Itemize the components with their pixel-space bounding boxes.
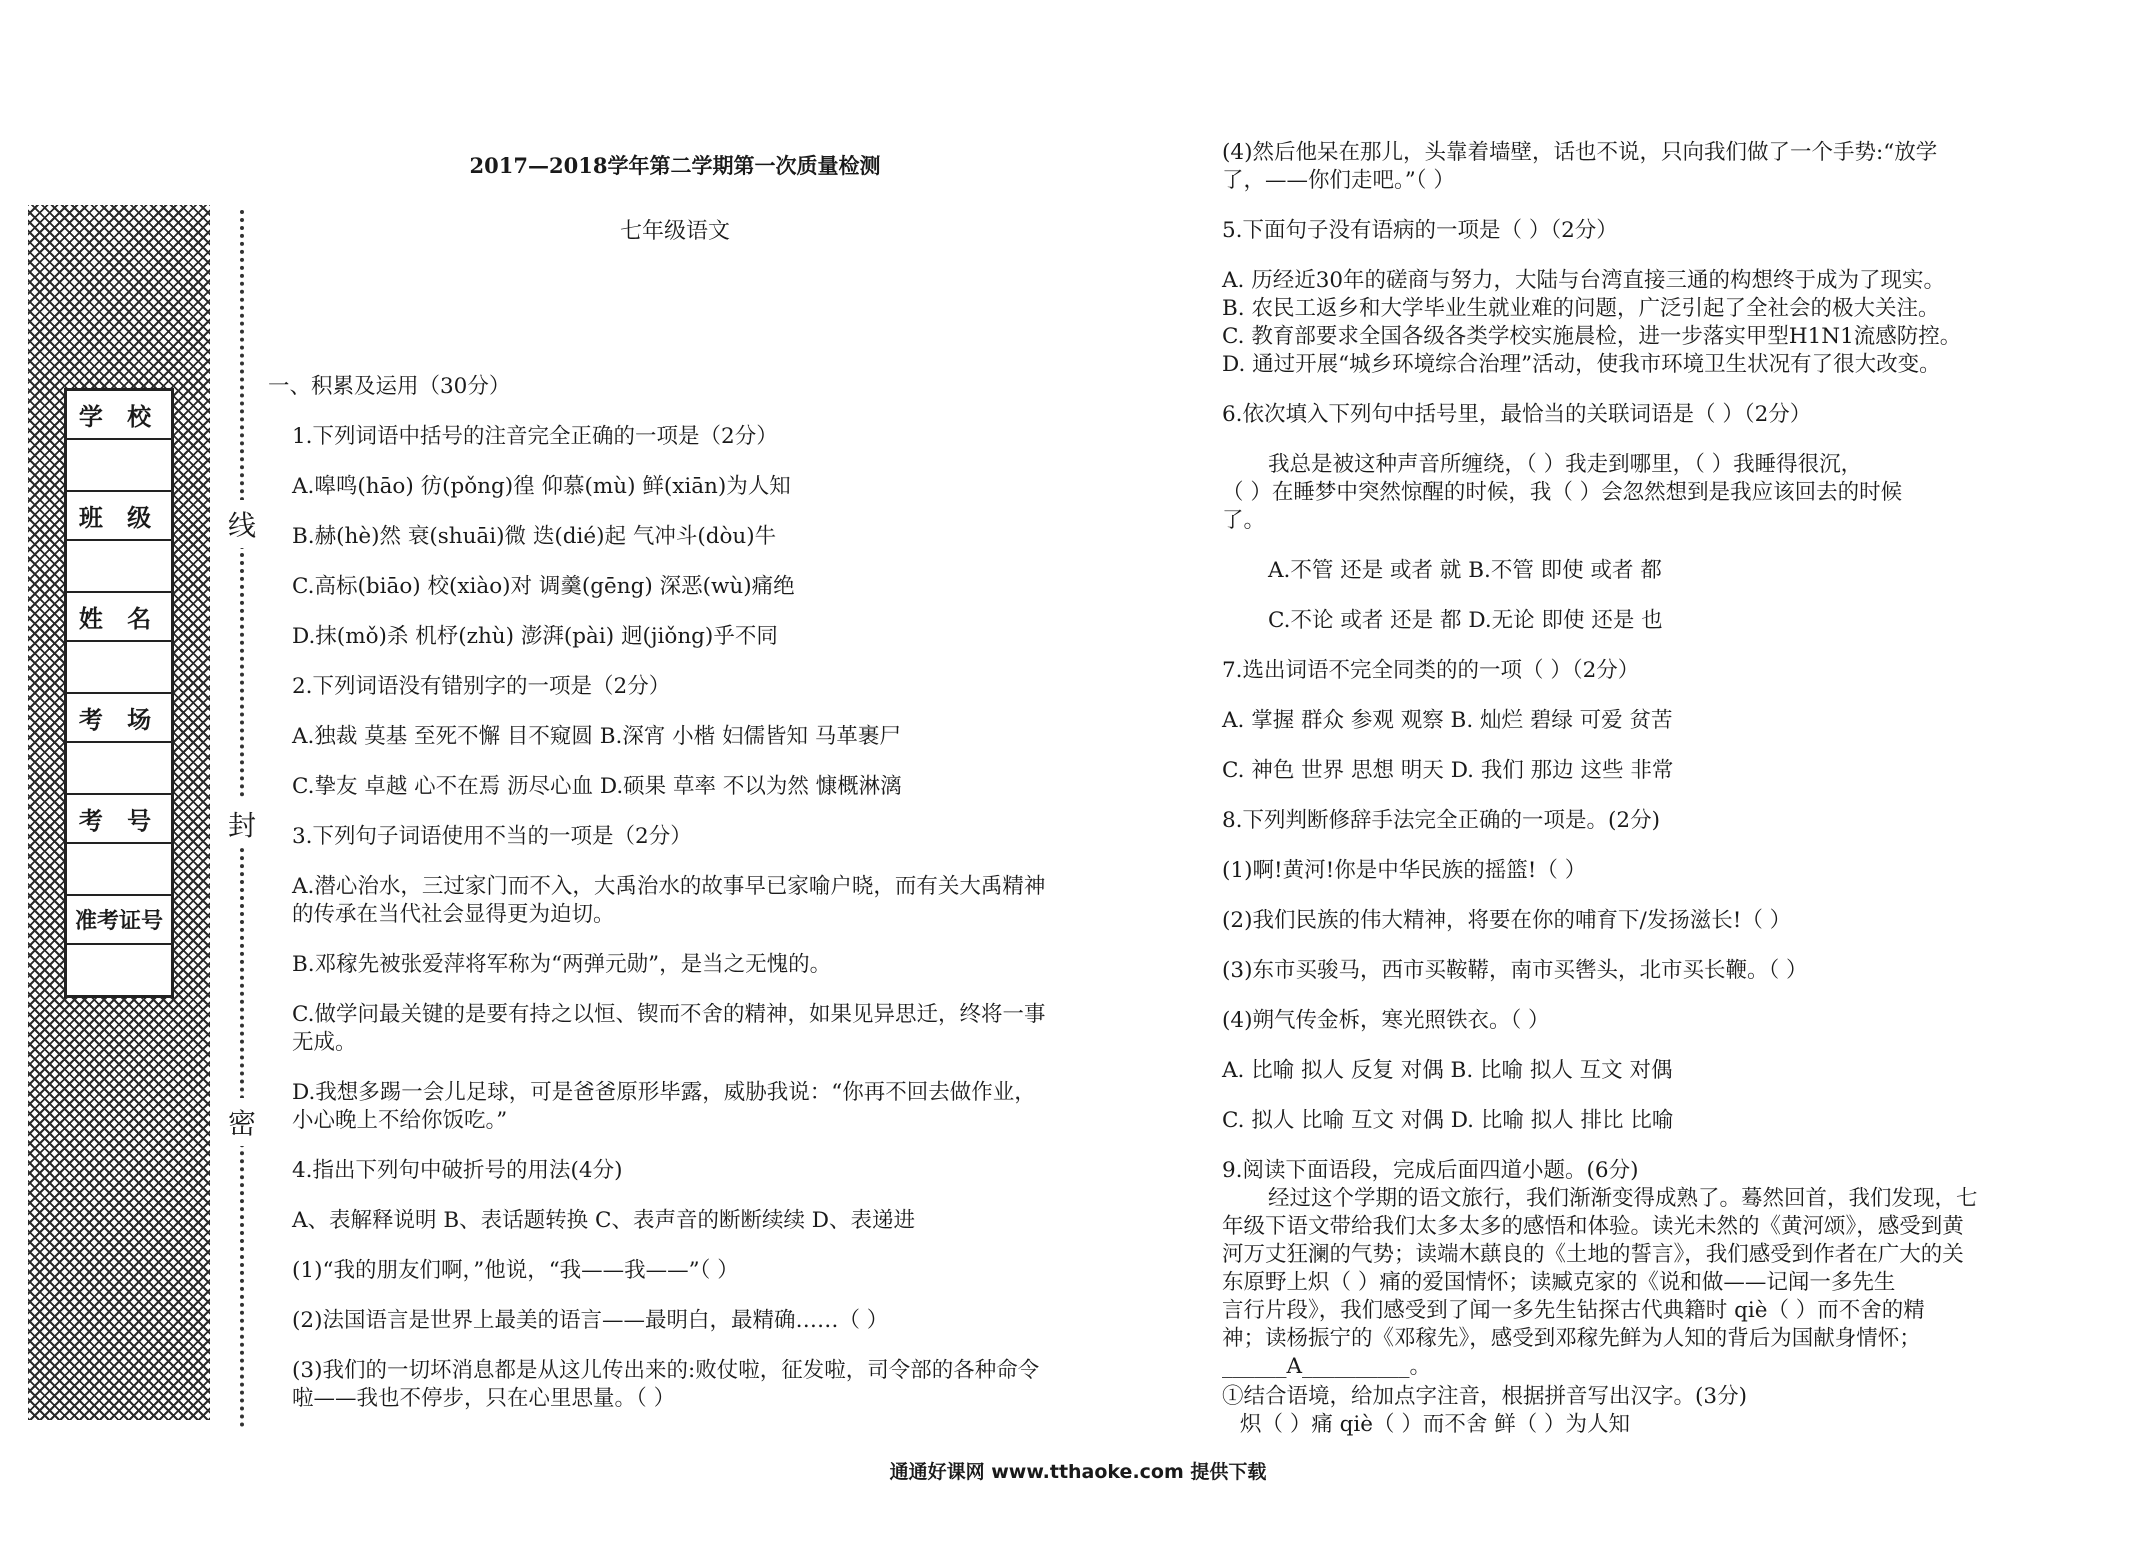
q2-options-cd: C.挚友 卓越 心不在焉 沥尽心血 D.硕果 草率 不以为然 慷概淋漓 — [292, 774, 902, 799]
q4-item-2: (2)法国语言是世界上最美的语言——最明白，最精确……（ ） — [292, 1308, 889, 1333]
info-field-school: 学 校 — [67, 391, 171, 440]
seal-char-seal: 封 — [222, 800, 262, 848]
q4-item-4: (4)然后他呆在那儿，头靠着墙壁，话也不说，只向我们做了一个手势:“放学 — [1222, 140, 1938, 165]
q8-item-3: (3)东市买骏马，西市买鞍鞯，南市买辔头，北市买长鞭。（ ） — [1222, 958, 1808, 983]
q3-option-a-cont: 的传承在当代社会显得更为迫切。 — [292, 902, 615, 927]
page-title: 2017—2018学年第二学期第一次质量检测 — [469, 153, 881, 178]
question-3: 3.下列句子词语使用不当的一项是（2分） — [292, 824, 692, 849]
q8-options-cd: C. 拟人 比喻 互文 对偶 D. 比喻 拟人 排比 比喻 — [1222, 1108, 1674, 1133]
q8-options-ab: A. 比喻 拟人 反复 对偶 B. 比喻 拟人 互文 对偶 — [1222, 1058, 1673, 1083]
q9-passage-6: 神；读杨振宁的《邓稼先》，感受到邓稼先鲜为人知的背后为国献身情怀； — [1222, 1326, 1921, 1351]
question-9: 9.阅读下面语段，完成后面四道小题。(6分) — [1222, 1158, 1639, 1183]
q5-option-a: A. 历经近30年的磋商与努力，大陆与台湾直接三通的构想终于成为了现实。 — [1222, 268, 1946, 293]
student-info-box — [64, 388, 174, 998]
question-5: 5.下面句子没有语病的一项是（ ）（2分） — [1222, 218, 1618, 243]
seal-char-line: 线 — [222, 500, 262, 548]
q3-option-c-cont: 无成。 — [292, 1030, 357, 1055]
q6-passage-2: （ ）在睡梦中突然惊醒的时候，我（ ）会忽然想到是我应该回去的时候 — [1222, 480, 1903, 505]
seal-char-secret: 密 — [222, 1098, 262, 1146]
q6-options-ab: A.不管 还是 或者 就 B.不管 即使 或者 都 — [1268, 558, 1662, 583]
question-6: 6.依次填入下列句中括号里，最恰当的关联词语是（ ）（2分） — [1222, 402, 1812, 427]
info-blank-name[interactable] — [67, 642, 171, 694]
info-blank-class[interactable] — [67, 541, 171, 593]
info-blank-school[interactable] — [67, 440, 171, 492]
info-blank-room[interactable] — [67, 743, 171, 795]
question-2: 2.下列词语没有错别字的一项是（2分） — [292, 674, 671, 699]
info-blank-number[interactable] — [67, 844, 171, 896]
info-field-class: 班 级 — [67, 492, 171, 541]
q9-passage-1: 经过这个学期的语文旅行，我们渐渐变得成熟了。蓦然回首，我们发现，七 — [1268, 1186, 1978, 1211]
q1-option-d: D.抹(mǒ)杀 机杼(zhù) 澎湃(pài) 迥(jiǒng)乎不同 — [292, 624, 778, 649]
page-subtitle: 七年级语文 — [619, 219, 730, 244]
q5-option-d: D. 通过开展“城乡环境综合治理”活动，使我市环境卫生状况有了很大改变。 — [1222, 352, 1941, 377]
q8-item-4: (4)朔气传金柝，寒光照铁衣。（ ） — [1222, 1008, 1550, 1033]
q2-options-ab: A.独裁 莫基 至死不懈 目不窥圆 B.深宵 小楷 妇儒皆知 马革裹尸 — [292, 724, 901, 749]
info-field-ticket: 准考证号 — [67, 896, 171, 945]
q7-options-ab: A. 掌握 群众 参观 观察 B. 灿烂 碧绿 可爱 贫苦 — [1222, 708, 1673, 733]
q7-options-cd: C. 神色 世界 思想 明天 D. 我们 那边 这些 非常 — [1222, 758, 1674, 783]
q3-option-d-cont: 小心晚上不给你饭吃。” — [292, 1108, 508, 1133]
q3-option-a: A.潜心治水，三过家门而不入，大禹治水的故事早已家喻户晓，而有关大禹精神 — [292, 874, 1046, 899]
q4-item-4-cont: 了，——你们走吧。”（ ） — [1222, 168, 1455, 193]
q8-item-2: (2)我们民族的伟大精神，将要在你的哺育下/发扬滋长!（ ） — [1222, 908, 1792, 933]
q9-passage-3: 河万丈狂澜的气势；读端木蕻良的《土地的誓言》，我们感受到作者在广大的关 — [1222, 1242, 1964, 1267]
q9-sub-1: ①结合语境，给加点字注音，根据拼音写出汉字。(3分) — [1222, 1384, 1747, 1409]
q6-passage-1: 我总是被这种声音所缠绕，（ ）我走到哪里，（ ）我睡得很沉， — [1268, 452, 1863, 477]
q5-option-c: C. 教育部要求全国各级各类学校实施晨检，进一步落实甲型H1N1流感防控。 — [1222, 324, 1962, 349]
q3-option-b: B.邓稼先被张爱萍将军称为“两弹元勋”，是当之无愧的。 — [292, 952, 832, 977]
question-1: 1.下列词语中括号的注音完全正确的一项是（2分） — [292, 424, 778, 449]
question-4: 4.指出下列句中破折号的用法(4分) — [292, 1158, 623, 1183]
q3-option-d: D.我想多踢一会儿足球，可是爸爸原形毕露，威胁我说：“你再不回去做作业， — [292, 1080, 1036, 1105]
q6-options-cd: C.不论 或者 还是 都 D.无论 即使 还是 也 — [1268, 608, 1663, 633]
q6-passage-3: 了。 — [1222, 508, 1266, 533]
q1-option-c: C.高标(biāo) 校(xiào)对 调羹(gēng) 深恶(wù)痛绝 — [292, 574, 795, 599]
q5-option-b: B. 农民工返乡和大学毕业生就业难的问题，广泛引起了全社会的极大关注。 — [1222, 296, 1940, 321]
info-blank-ticket[interactable] — [67, 945, 171, 995]
q9-passage-2: 年级下语文带给我们太多太多的感悟和体验。读光未然的《黄河颂》，感受到黄 — [1222, 1214, 1964, 1239]
question-8: 8.下列判断修辞手法完全正确的一项是。(2分) — [1222, 808, 1660, 833]
info-field-number: 考 号 — [67, 795, 171, 844]
q9-passage-4: 东原野上炽（ ）痛的爱国情怀；读臧克家的《说和做——记闻一多先生 — [1222, 1270, 1896, 1295]
q9-passage-5: 言行片段》，我们感受到了闻一多先生钻探古代典籍时 qiè（ ）而不舍的精 — [1222, 1298, 1925, 1323]
info-field-name: 姓 名 — [67, 593, 171, 642]
q1-option-b: B.赫(hè)然 衰(shuāi)微 迭(dié)起 气冲斗(dòu)牛 — [292, 524, 777, 549]
q9-sub-1-blanks: 炽（ ）痛 qiè（ ）而不舍 鲜（ ）为人知 — [1240, 1412, 1631, 1437]
q3-option-c: C.做学问最关键的是要有持之以恒、锲而不舍的精神，如果见异思迁，终将一事 — [292, 1002, 1046, 1027]
q8-item-1: (1)啊!黄河!你是中华民族的摇篮!（ ） — [1222, 858, 1587, 883]
question-7: 7.选出词语不完全同类的的一项（ ）（2分） — [1222, 658, 1640, 683]
q1-option-a: A.嗥鸣(hāo) 彷(pǒng)徨 仰慕(mù) 鲜(xiān)为人知 — [292, 474, 791, 499]
page-footer: 通通好课网 www.tthaoke.com 提供下载 — [889, 1461, 1267, 1483]
q4-options: A、表解释说明 B、表话题转换 C、表声音的断断续续 D、表递进 — [292, 1208, 916, 1233]
section-heading: 一、积累及运用（30分） — [268, 374, 511, 399]
q4-item-1: (1)“我的朋友们啊，”他说，“我——我——”（ ） — [292, 1258, 739, 1283]
info-field-room: 考 场 — [67, 694, 171, 743]
q4-item-3: (3)我们的一切坏消息都是从这儿传出来的:败仗啦，征发啦，司令部的各种命令 — [292, 1358, 1040, 1383]
q4-item-3-cont: 啦——我也不停步，只在心里思量。（ ） — [292, 1386, 676, 1411]
q9-passage-7: ______A__________。 — [1222, 1354, 1432, 1379]
